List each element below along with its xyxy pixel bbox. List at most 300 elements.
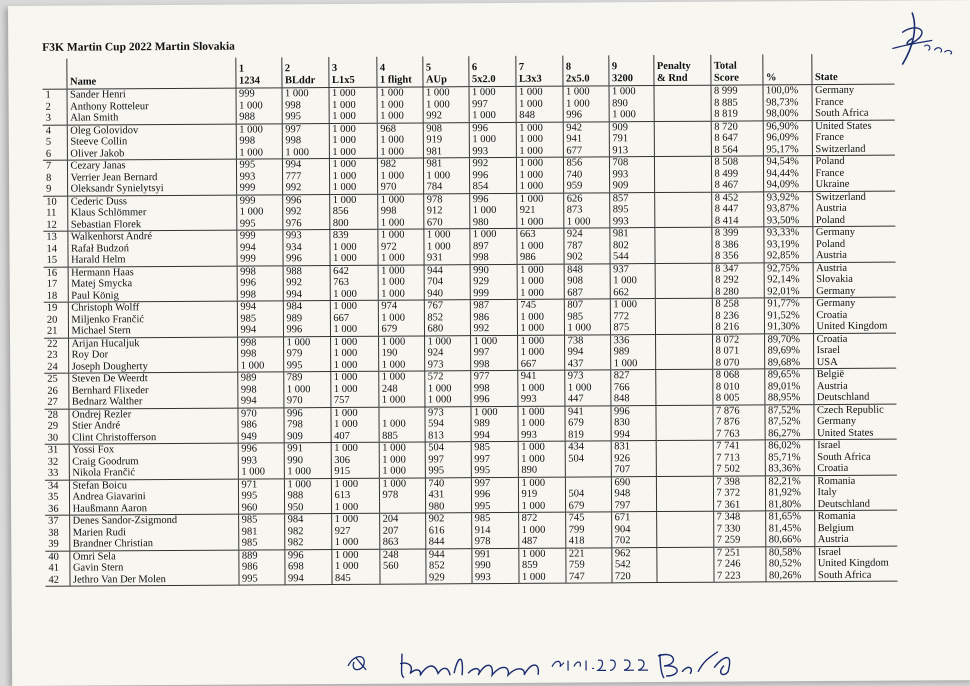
cell-r5: 1 000 — [424, 383, 470, 395]
cell-r8: 740 — [563, 169, 609, 181]
cell-r2: 993 — [282, 230, 329, 242]
cell-r2: 934 — [282, 242, 329, 254]
cell-r6: 994 — [471, 429, 518, 441]
cell-total: 8 508 — [711, 156, 763, 168]
cell-name: Joseph Dougherty — [68, 360, 237, 373]
cell-r5: 973 — [424, 359, 470, 371]
cell-r9: 993 — [609, 216, 654, 228]
cell-r7: 1 000 — [517, 335, 564, 347]
cell-penalty — [654, 215, 711, 227]
cell-r6: 1 000 — [470, 335, 517, 347]
cell-r6: 998 — [470, 252, 517, 264]
cell-r4: 885 — [379, 430, 425, 442]
cell-rank: 10 — [46, 196, 57, 208]
cell-r9: 702 — [611, 535, 656, 547]
cell-name: Gavin Stern — [69, 562, 238, 575]
cell-r9: 1 000 — [610, 358, 655, 370]
cell-r1: 994 — [237, 324, 283, 336]
cell-r2: 1 000 — [284, 466, 331, 478]
cell-state: Austria — [813, 262, 896, 275]
cell-penalty — [655, 298, 712, 310]
cell-rank: 2 — [45, 101, 51, 113]
cell-r7: 667 — [517, 358, 564, 370]
cell-percent: 94,44% — [763, 168, 812, 180]
cell-r9: 707 — [611, 464, 656, 476]
cell-r5: 680 — [424, 323, 470, 335]
cell-r4: 1 000 — [378, 394, 424, 406]
cell-r4: 207 — [379, 525, 425, 537]
cell-total: 8 292 — [712, 274, 764, 286]
cell-r6: 996 — [469, 193, 516, 205]
cell-state: Austria — [813, 250, 896, 263]
cell-r9: 1 000 — [608, 86, 653, 98]
cell-r3: 845 — [331, 572, 379, 584]
cell-penalty — [655, 369, 712, 381]
cell-name: Bednarz Walther — [68, 396, 237, 409]
cell-penalty — [655, 322, 712, 334]
cell-r1: 996 — [238, 443, 284, 455]
cell-rank: 34 — [47, 480, 59, 492]
cell-penalty — [655, 334, 712, 346]
cell-r8: 1 000 — [564, 322, 610, 334]
cell-r5: 594 — [425, 418, 471, 430]
cell-percent: 94,54% — [763, 156, 812, 168]
cell-r9: 909 — [609, 180, 654, 192]
cell-r5: 1 000 — [423, 87, 469, 99]
cell-r7: 872 — [518, 512, 565, 524]
cell-r6: 996 — [469, 169, 516, 181]
cell-r9: 904 — [611, 524, 656, 536]
cell-rank: 14 — [46, 243, 58, 255]
cell-percent: 89,01% — [764, 381, 813, 393]
bottom-signatures — [342, 641, 762, 684]
cell-r1: 996 — [237, 277, 283, 289]
cell-rank: 21 — [44, 326, 68, 338]
header-round-1: 1 1234 — [235, 57, 281, 88]
cell-name: Anthony Rotteleur — [67, 100, 236, 113]
cell-r8: 687 — [564, 287, 610, 299]
cell-percent: 93,19% — [763, 239, 812, 251]
header-round-3: 3 L1x5 — [328, 57, 376, 88]
cell-r1: 1 000 — [236, 123, 282, 135]
cell-r9: 1 000 — [610, 299, 655, 311]
cell-r1: 988 — [236, 111, 282, 123]
cell-r5: 740 — [425, 477, 471, 489]
cell-state: Germany — [813, 297, 896, 310]
cell-name: Arijan Hucaljuk — [68, 337, 237, 350]
cell-r2: 1 000 — [283, 336, 330, 348]
cell-rank: 24 — [44, 361, 68, 373]
cell-rank: 6 — [43, 148, 67, 160]
cell-r9: 1 000 — [609, 109, 654, 121]
cell-state: Austria — [814, 534, 897, 547]
cell-r8: 908 — [564, 275, 610, 287]
cell-r1: 986 — [238, 419, 284, 431]
cell-total: 8 236 — [712, 310, 764, 322]
cell-r5: 929 — [425, 572, 471, 584]
cell-total: 7 259 — [713, 534, 765, 546]
cell-penalty — [656, 499, 713, 511]
cell-r7: 890 — [518, 465, 565, 477]
cell-r1: 995 — [236, 159, 282, 171]
cell-name: Cederic Duss — [67, 195, 236, 208]
cell-r1: 971 — [238, 478, 284, 490]
cell-r6: 997 — [471, 477, 518, 489]
cell-percent: 81,65% — [765, 511, 814, 523]
cell-r4: 1 000 — [378, 276, 424, 288]
cell-name: Stier André — [69, 420, 238, 433]
cell-r4: 978 — [379, 489, 425, 501]
cell-state: Germany — [814, 416, 897, 428]
cell-r2: 995 — [282, 111, 329, 123]
cell-penalty — [654, 133, 711, 145]
cell-r7: 1 000 — [517, 347, 564, 359]
cell-r9: 913 — [609, 145, 654, 157]
cell-total: 8 068 — [712, 369, 764, 381]
cell-percent: 91,52% — [764, 310, 813, 322]
cell-total: 7 348 — [713, 511, 765, 523]
cell-total: 7 763 — [713, 428, 765, 440]
cell-total: 7 398 — [713, 475, 765, 487]
header-row — [42, 54, 894, 90]
cell-name: Klaus Schlömmer — [67, 207, 236, 220]
cell-r7: 1 000 — [516, 145, 563, 157]
cell-name: Alan Smith — [67, 112, 236, 125]
cell-r4: 970 — [377, 181, 423, 193]
cell-r1: 1 000 — [236, 147, 282, 159]
cell-r6: 1 000 — [469, 134, 516, 146]
cell-r8: 985 — [564, 311, 610, 323]
cell-rank: 30 — [45, 432, 69, 444]
cell-r2: 909 — [284, 431, 331, 443]
cell-total: 8 999 — [710, 85, 762, 97]
cell-r6: 997 — [471, 453, 518, 465]
cell-penalty — [656, 535, 713, 547]
cell-r8: 942 — [563, 121, 609, 133]
cell-r9: 827 — [610, 370, 655, 382]
cell-r9: 336 — [610, 334, 655, 346]
cell-percent: 80,26% — [765, 570, 814, 582]
cell-r4: 1 000 — [378, 359, 424, 371]
cell-r8: 973 — [564, 370, 610, 382]
cell-state: France — [812, 96, 895, 108]
cell-r8: 679 — [565, 500, 611, 512]
cell-penalty — [655, 405, 712, 417]
cell-state: België — [813, 368, 896, 381]
cell-total: 8 258 — [712, 298, 764, 310]
cell-r7: 1 000 — [516, 134, 563, 146]
cell-state: France — [812, 167, 895, 179]
cell-percent: 88,95% — [764, 392, 813, 404]
header-state: State — [811, 54, 894, 85]
cell-r3: 856 — [329, 206, 377, 218]
cell-r3: 1 000 — [330, 324, 378, 336]
cell-r6: 1 000 — [469, 110, 516, 122]
results-body — [43, 84, 898, 586]
cell-r9: 766 — [610, 382, 655, 394]
cell-percent: 92,01% — [764, 286, 813, 298]
cell-name: Sebastian Florek — [67, 218, 236, 231]
cell-r5: 919 — [423, 134, 469, 146]
cell-r9: 542 — [611, 559, 656, 571]
cell-r7: 1 000 — [516, 169, 563, 181]
cell-percent: 92,85% — [764, 250, 813, 262]
cell-r3: 1 000 — [329, 87, 377, 99]
cell-state: Croatia — [813, 309, 896, 321]
cell-state: USA — [813, 356, 896, 369]
results-table — [42, 54, 897, 587]
cell-r9: 996 — [610, 405, 655, 417]
header-total: Total Score — [710, 54, 762, 85]
cell-name: Paul König — [68, 289, 237, 302]
cell-r9: 948 — [611, 488, 656, 500]
cell-state: United Kingdom — [814, 558, 897, 570]
cell-r9: 875 — [610, 322, 655, 334]
cell-r3: 1 000 — [331, 501, 379, 513]
cell-penalty — [656, 464, 713, 476]
cell-percent: 83,36% — [765, 463, 814, 475]
cell-r5: 978 — [423, 193, 469, 205]
cell-total: 7 876 — [712, 404, 764, 416]
cell-r6: 929 — [470, 276, 517, 288]
cell-name: Brandner Christian — [69, 538, 238, 551]
cell-r5: 940 — [424, 288, 470, 300]
cell-r3: 667 — [330, 312, 378, 324]
cell-total: 7 330 — [713, 523, 765, 535]
cell-rank: 40 — [48, 551, 59, 563]
cell-r7: 1 000 — [516, 216, 563, 228]
cell-r1: 994 — [237, 301, 283, 313]
cell-total: 8 414 — [711, 215, 763, 227]
cell-r2: 984 — [284, 514, 331, 526]
cell-r5: 902 — [425, 513, 471, 525]
cell-r8: 819 — [565, 429, 611, 441]
cell-r1: 970 — [237, 407, 283, 419]
cell-r1: 999 — [237, 253, 283, 265]
cell-r9: 937 — [610, 263, 655, 275]
cell-r6: 993 — [469, 145, 516, 157]
cell-r2: 982 — [284, 526, 331, 538]
cell-r2: 1 000 — [283, 384, 330, 396]
cell-r6: 996 — [471, 489, 518, 501]
cell-r7: 1 000 — [517, 382, 564, 394]
cell-r9: 962 — [611, 547, 656, 559]
cell-state: Ukraine — [812, 179, 895, 192]
cell-r6: 992 — [470, 323, 517, 335]
cell-name: Ondrej Rezler — [68, 408, 237, 421]
cell-r1: 998 — [237, 384, 283, 396]
cell-percent: 80,52% — [765, 558, 814, 570]
cell-r3: 1 000 — [330, 336, 378, 348]
cell-r4: 1 000 — [379, 477, 425, 489]
cell-total: 7 372 — [713, 487, 765, 499]
cell-r6: 897 — [469, 240, 516, 252]
cell-name: Omri Sela — [69, 550, 238, 563]
cell-name: Clint Christofferson — [69, 431, 238, 444]
cell-state: Deutschland — [814, 498, 897, 511]
cell-rank: 9 — [43, 184, 67, 196]
header-rank — [42, 59, 66, 90]
cell-total: 8 452 — [711, 191, 763, 203]
cell-rank: 35 — [47, 491, 59, 503]
header-round-4: 4 1 flight — [376, 56, 422, 87]
cell-penalty — [656, 570, 713, 582]
cell-r9: 981 — [609, 228, 654, 240]
cell-r2: 698 — [284, 561, 331, 573]
cell-name: Oleksandr Synielytsyi — [67, 183, 236, 196]
cell-total: 8 216 — [712, 321, 764, 333]
cell-penalty — [654, 227, 711, 239]
cell-r7: 1 000 — [518, 571, 565, 583]
cell-r6: 990 — [470, 264, 517, 276]
cell-r3: 1 000 — [330, 300, 378, 312]
cell-r4: 1 000 — [378, 312, 424, 324]
cell-penalty — [656, 428, 713, 440]
cell-state: South Africa — [814, 451, 897, 463]
cell-r3: 1 000 — [330, 407, 378, 419]
cell-rank: 3 — [43, 113, 67, 125]
cell-name: Sander Henri — [67, 88, 236, 101]
cell-r4: 679 — [378, 323, 424, 335]
cell-total: 7 223 — [713, 570, 765, 582]
cell-total: 8 720 — [711, 120, 763, 132]
cell-total: 8 467 — [711, 179, 763, 191]
cell-r3: 1 000 — [329, 111, 377, 123]
cell-r5: 980 — [425, 501, 471, 513]
cell-percent: 81,92% — [765, 487, 814, 499]
cell-r7: 993 — [518, 429, 565, 441]
cell-rank: 28 — [47, 409, 59, 421]
cell-r7: 941 — [517, 370, 564, 382]
cell-r2: 990 — [284, 455, 331, 467]
cell-r3: 306 — [331, 454, 379, 466]
cell-r6: 1 000 — [469, 86, 516, 98]
cell-penalty — [655, 251, 712, 263]
cell-r6: 997 — [469, 98, 516, 110]
cell-state: Belgium — [814, 522, 897, 534]
cell-penalty — [655, 393, 712, 405]
cell-r7: 1 000 — [518, 548, 565, 560]
cell-state: Poland — [812, 238, 895, 250]
cell-r3: 1 000 — [331, 478, 379, 490]
cell-state: United Kingdom — [813, 321, 896, 334]
document-title: F3K Martin Cup 2022 Martin Slovakia — [42, 40, 235, 54]
cell-total: 8 819 — [711, 108, 763, 120]
cell-percent: 91,77% — [764, 298, 813, 310]
cell-r4: 1 000 — [377, 99, 423, 111]
cell-percent: 92,75% — [764, 262, 813, 274]
cell-r7: 921 — [516, 205, 563, 217]
cell-rank: 32 — [47, 456, 59, 468]
cell-r9: 791 — [609, 133, 654, 145]
cell-penalty — [656, 417, 713, 429]
cell-state: France — [812, 132, 895, 144]
cell-total: 8 564 — [711, 144, 763, 156]
cell-r5: 944 — [424, 264, 470, 276]
cell-r1: 985 — [238, 537, 284, 549]
cell-r8: 221 — [565, 547, 611, 559]
cell-name: Matej Smycka — [68, 278, 237, 291]
cell-r3: 1 000 — [329, 194, 377, 206]
cell-rank: 15 — [44, 255, 68, 267]
cell-r9: 772 — [610, 311, 655, 323]
cell-r3: 1 000 — [329, 123, 377, 135]
cell-r8: 1 000 — [563, 216, 609, 228]
cell-r2: 777 — [282, 171, 329, 183]
cell-name: Denes Sandor-Zsigmond — [69, 514, 238, 527]
cell-r1: 995 — [238, 573, 284, 585]
cell-r9: 926 — [611, 453, 656, 465]
cell-total: 8 072 — [712, 333, 764, 345]
cell-r8: 941 — [564, 405, 610, 417]
cell-r2: 998 — [282, 135, 329, 147]
cell-r4: 1 000 — [377, 110, 423, 122]
cell-name: Bernhard Flixeder — [68, 384, 237, 397]
cell-r3: 1 000 — [329, 99, 377, 111]
cell-r2: 994 — [284, 573, 331, 585]
cell-r5: 981 — [423, 146, 469, 158]
cell-name: Jethro Van Der Molen — [69, 573, 238, 586]
cell-r1: 985 — [237, 313, 283, 325]
cell-r5: 931 — [424, 252, 470, 264]
cell-r1: 989 — [237, 372, 283, 384]
cell-r1: 998 — [237, 289, 283, 301]
cell-r4 — [379, 501, 425, 513]
cell-r7: 1 000 — [518, 524, 565, 536]
cell-percent: 93,92% — [763, 191, 812, 203]
cell-r3: 1 000 — [330, 253, 378, 265]
cell-r8: 1 000 — [562, 86, 608, 98]
cell-total: 8 071 — [712, 345, 764, 357]
cell-r6: 998 — [470, 358, 517, 370]
cell-r7: 1 000 — [516, 86, 563, 98]
cell-percent: 96,90% — [763, 120, 812, 132]
cell-r9: 690 — [611, 476, 656, 488]
cell-r5: 924 — [424, 347, 470, 359]
cell-r4: 1 000 — [377, 134, 423, 146]
cell-r5: 981 — [423, 158, 469, 170]
cell-r4: 1 000 — [377, 193, 423, 205]
cell-r7: 1 000 — [518, 453, 565, 465]
cell-rank: 29 — [47, 420, 59, 432]
cell-state: Germany — [811, 84, 894, 97]
cell-total: 8 356 — [712, 250, 764, 262]
header-percent: % — [762, 54, 811, 85]
cell-r4: 968 — [377, 122, 423, 134]
cell-name: Craig Goodrum — [69, 455, 238, 468]
cell-penalty — [656, 452, 713, 464]
cell-rank: 17 — [46, 278, 58, 290]
cell-penalty — [655, 346, 712, 358]
cell-r9: 848 — [610, 393, 655, 405]
cell-r9: 890 — [609, 98, 654, 110]
cell-r1: 999 — [236, 194, 282, 206]
cell-r2: 798 — [284, 419, 331, 431]
cell-rank: 38 — [48, 527, 59, 539]
cell-percent: 95,17% — [763, 144, 812, 156]
cell-r8: 787 — [563, 240, 609, 252]
cell-r3: 1 000 — [329, 158, 377, 170]
header-penalty: Penalty & Rnd — [653, 55, 710, 86]
cell-rank: 41 — [48, 562, 59, 574]
cell-total: 8 647 — [711, 132, 763, 144]
cell-r4: 1 000 — [378, 371, 424, 383]
cell-r3: 1 000 — [331, 419, 379, 431]
cell-name: Walkenhorst André — [67, 230, 236, 243]
cell-r7: 1 000 — [516, 98, 563, 110]
cell-r2: 996 — [283, 253, 330, 265]
cell-name: Miljenko Frančić — [68, 313, 237, 326]
